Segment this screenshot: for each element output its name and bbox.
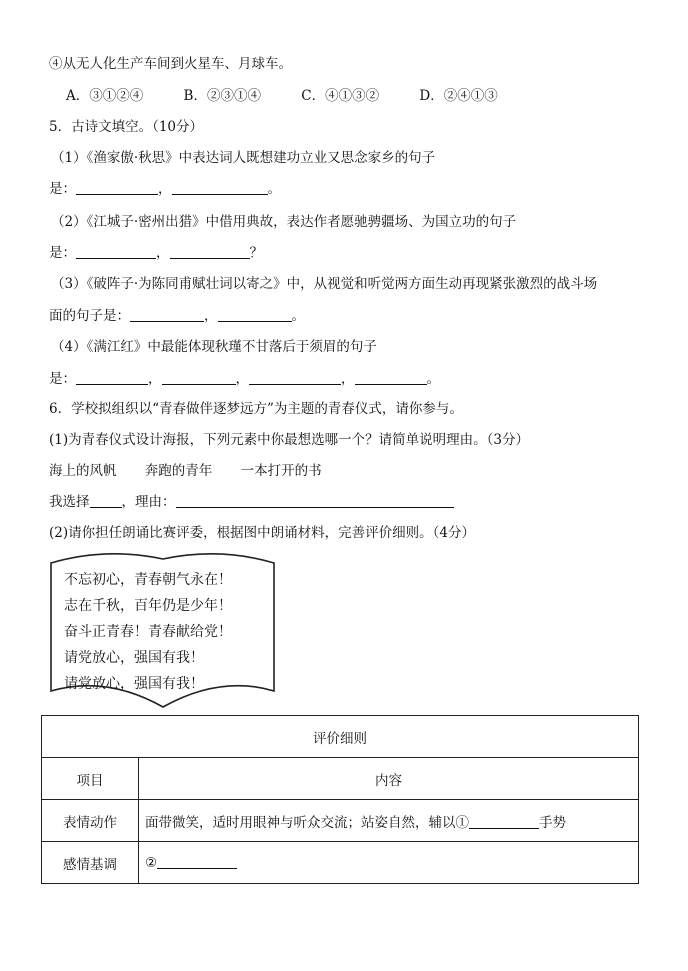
answer-prefix: 面的句子是： [49, 308, 130, 324]
q5-2-prompt: （2）《江城子·密州出猎》中借用典故，表达作者愿驰骋疆场、为国立功的句子 [51, 214, 517, 230]
blank-marker: ② [145, 855, 158, 871]
choose-prefix: 我选择 [49, 494, 90, 510]
answer-prefix: 是： [49, 245, 76, 261]
q5-2-answer-line [49, 243, 263, 263]
poem-text [64, 567, 232, 697]
answer-blank[interactable] [130, 307, 204, 322]
choice-blank[interactable] [90, 493, 122, 508]
q5-1-prompt: （1）《渔家傲·秋思》中表达词人既想建功立业又思念家乡的句子 [51, 150, 436, 166]
answer-prefix: 是： [49, 181, 76, 197]
answer-blank[interactable] [218, 307, 292, 322]
row-content-expression [139, 800, 639, 842]
q4-option-d: D．②④①③ [419, 88, 498, 104]
comma: ， [204, 308, 218, 324]
evaluation-table [41, 715, 639, 884]
poem-line: 请党放心，强国有我！ [64, 676, 204, 692]
answer-blank[interactable] [355, 370, 427, 385]
answer-blank[interactable] [76, 370, 148, 385]
comma: ， [148, 371, 162, 387]
q4-option-a: A．③①②④ [66, 88, 144, 104]
q4-option-c: C．④①③② [301, 88, 380, 104]
table-header-row [42, 758, 639, 800]
poster-choices [49, 461, 346, 481]
period: 。 [426, 371, 440, 387]
gesture-blank[interactable] [469, 814, 539, 829]
q5-4-answer-line [49, 369, 440, 389]
answer-prefix: 是： [49, 371, 76, 387]
reason-prefix: ，理由： [121, 494, 176, 510]
q4-options [66, 86, 534, 106]
period: 。 [291, 308, 305, 324]
comma: ， [156, 245, 170, 261]
poem-line: 请党放心，强国有我！ [64, 650, 204, 666]
choice-answer-line [49, 492, 454, 512]
content-text: 手势 [539, 814, 566, 831]
choice-runner: 奔跑的青年 [144, 463, 213, 479]
content-text: 面带微笑，适时用眼神与听众交流；站姿自然，辅以① [145, 814, 469, 831]
poem-line: 奋斗正青春！青春献给党！ [64, 624, 232, 640]
answer-blank[interactable] [162, 370, 236, 385]
q5-3-answer-line [49, 306, 305, 326]
q4-option-b: B．②③①④ [183, 88, 261, 104]
comma: ， [158, 181, 172, 197]
row-content-tone [139, 842, 639, 884]
comma: ， [235, 371, 249, 387]
answer-blank[interactable] [249, 370, 341, 385]
table-title: 评价细则 [42, 716, 639, 758]
reason-blank[interactable] [176, 493, 454, 508]
row-item-tone: 感情基调 [42, 842, 139, 884]
choice-book: 一本打开的书 [240, 463, 322, 479]
answer-blank[interactable] [76, 244, 156, 259]
question-mark: ？ [249, 245, 263, 261]
q5-3-prompt: （3）《破阵子·为陈同甫赋壮词以寄之》中，从视觉和听觉两方面生动再现紧张激烈的战斗场 [51, 276, 598, 292]
tone-blank[interactable] [157, 854, 237, 869]
table-row [42, 800, 639, 842]
answer-blank[interactable] [76, 180, 158, 195]
q5-4-prompt: （4）《满江红》中最能体现秋瑾不甘落后于须眉的句子 [51, 339, 377, 355]
q5-1-answer-line [49, 179, 281, 199]
header-item: 项目 [42, 758, 139, 800]
poem-line: 不忘初心，青春朝气永在！ [64, 572, 232, 588]
open-book-figure [48, 545, 278, 713]
q6-1-prompt: (1)为青春仪式设计海报，下列元素中你最想选哪一个？请简单说明理由。（3分） [49, 432, 529, 448]
q6-2-prompt: (2)请你担任朗诵比赛评委，根据图中朗诵材料，完善评价细则。（4分） [49, 525, 475, 541]
answer-blank[interactable] [172, 180, 268, 195]
comma: ， [341, 371, 355, 387]
table-title-row [42, 716, 639, 758]
q5-title: 5．古诗文填空。（10分） [49, 119, 204, 135]
q6-title: 6．学校拟组织以“青春做伴逐梦远方”为主题的青春仪式，请你参与。 [49, 401, 463, 417]
poem-line: 志在千秋，百年仍是少年！ [64, 598, 232, 614]
q4-item-4: ④从无人化生产车间到火星车、月球车。 [49, 56, 292, 72]
row-item-expression: 表情动作 [42, 800, 139, 842]
answer-blank[interactable] [170, 244, 250, 259]
table-row [42, 842, 639, 884]
choice-sail: 海上的风帆 [49, 463, 117, 479]
period: 。 [267, 181, 281, 197]
header-content: 内容 [139, 758, 639, 800]
